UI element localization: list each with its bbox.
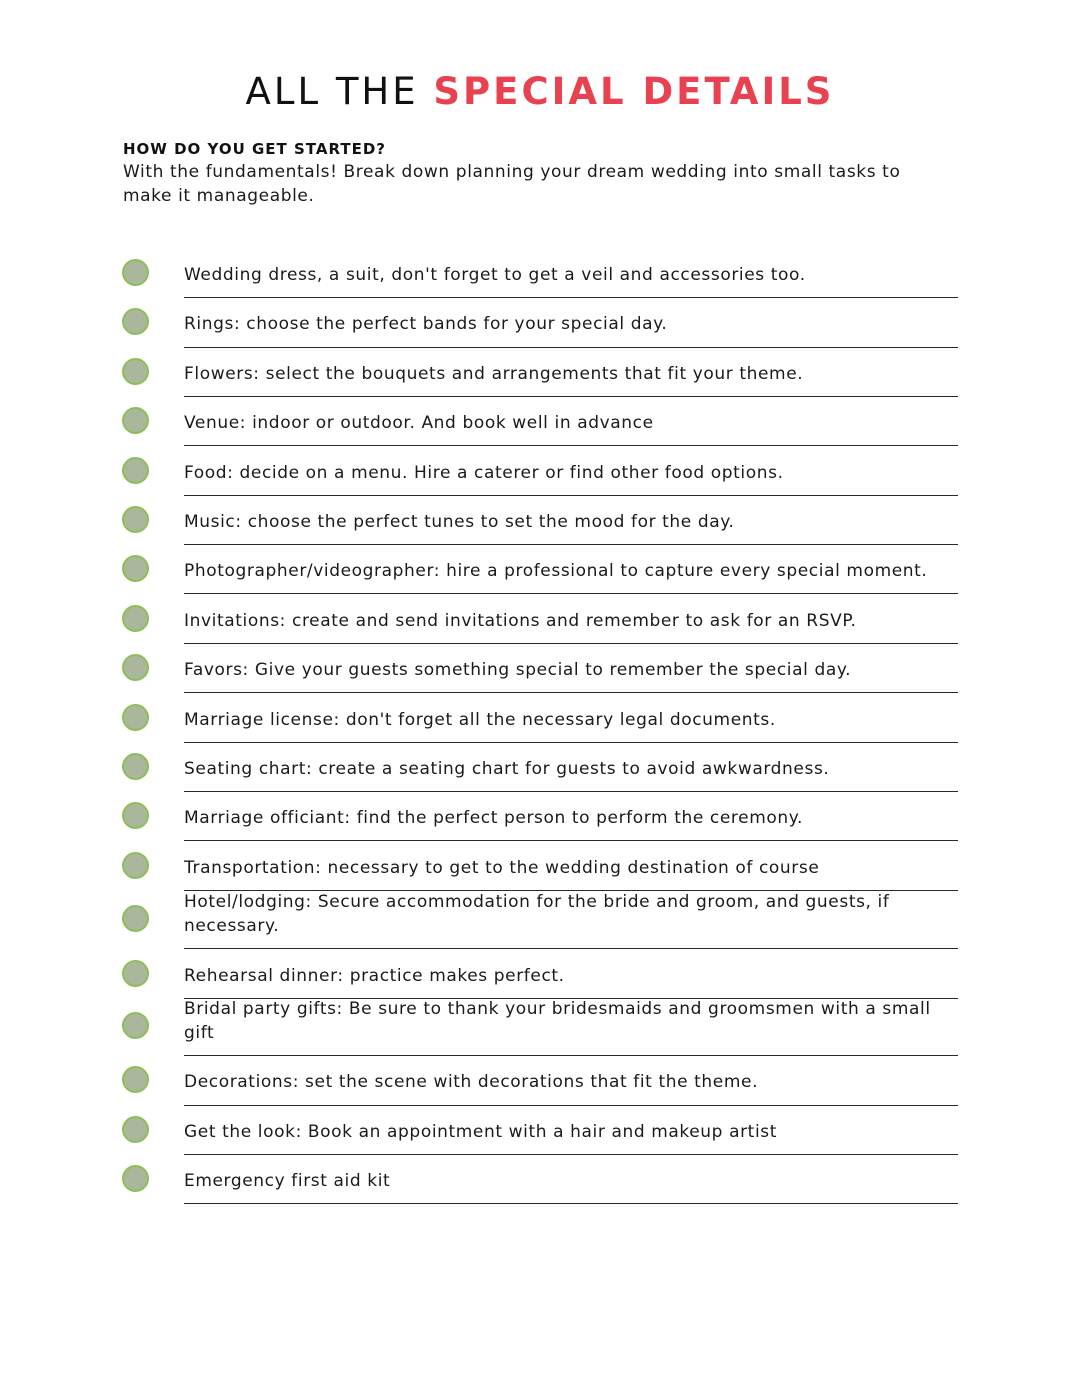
checklist-item-label: Hotel/lodging: Secure accommodation for the bride and groom, and guests, if necessary. xyxy=(184,892,890,936)
checkbox[interactable] xyxy=(122,457,149,484)
checklist-item-label: Marriage license: don't forget all the necessary legal documents. xyxy=(184,710,776,730)
checklist-item-label: Decorations: set the scene with decorations that fit the theme. xyxy=(184,1072,759,1092)
checklist-item-label: Marriage officiant: find the perfect person to perform the ceremony. xyxy=(184,808,803,828)
checkbox[interactable] xyxy=(122,308,149,335)
intro-heading: HOW DO YOU GET STARTED? xyxy=(123,140,386,158)
page-title-accent: SPECIAL DETAILS xyxy=(433,70,835,113)
checklist-item-underline xyxy=(184,445,958,446)
checkbox[interactable] xyxy=(122,1116,149,1143)
checklist-item-underline xyxy=(184,544,958,545)
checklist-item-label: Transportation: necessary to get to the wedding destination of course xyxy=(184,858,820,878)
page-title-plain: ALL THE xyxy=(245,70,419,113)
checkbox[interactable] xyxy=(122,605,149,632)
checklist-item-label: Flowers: select the bouquets and arrangements that fit your theme. xyxy=(184,364,804,384)
checklist-item-label: Rehearsal dinner: practice makes perfect. xyxy=(184,966,565,986)
checklist-item-underline xyxy=(184,593,958,594)
checkbox[interactable] xyxy=(122,555,149,582)
checklist-item-label: Bridal party gifts: Be sure to thank your bridesmaids and groomsmen with a small gift xyxy=(184,999,931,1043)
checklist-item-label: Invitations: create and send invitations and remember to ask for an RSVP. xyxy=(184,611,857,631)
checklist-item-label: Favors: Give your guests something special to remember the special day. xyxy=(184,660,852,680)
checkbox[interactable] xyxy=(122,1012,149,1039)
checklist-item-label: Music: choose the perfect tunes to set the mood for the day. xyxy=(184,512,735,532)
checklist-item-underline xyxy=(184,297,958,298)
checklist-item-underline xyxy=(184,1105,958,1106)
intro-text: With the fundamentals! Break down planning your dream wedding into small tasks to make it manageable. xyxy=(123,162,901,206)
checklist-item-underline xyxy=(184,742,958,743)
checklist-item-label: Get the look: Book an appointment with a hair and makeup artist xyxy=(184,1122,777,1142)
checkbox[interactable] xyxy=(122,407,149,434)
checklist-item-label: Venue: indoor or outdoor. And book well in advance xyxy=(184,413,654,433)
checkbox[interactable] xyxy=(122,802,149,829)
checkbox[interactable] xyxy=(122,1165,149,1192)
checklist-item-label: Photographer/videographer: hire a professional to capture every special moment. xyxy=(184,561,928,581)
checklist-item-label: Seating chart: create a seating chart for guests to avoid awkwardness. xyxy=(184,759,830,779)
checkbox[interactable] xyxy=(122,358,149,385)
checkbox[interactable] xyxy=(122,905,149,932)
checkbox[interactable] xyxy=(122,704,149,731)
checklist-item-underline xyxy=(184,347,958,348)
checklist-item-underline xyxy=(184,495,958,496)
checklist-item-underline xyxy=(184,1055,958,1056)
checkbox[interactable] xyxy=(122,960,149,987)
checklist-item-label: Food: decide on a menu. Hire a caterer or find other food options. xyxy=(184,463,784,483)
checkbox[interactable] xyxy=(122,654,149,681)
checklist-item-underline xyxy=(184,840,958,841)
checklist-item-underline xyxy=(184,1203,958,1204)
checklist-item-underline xyxy=(184,396,958,397)
checklist-item-label: Wedding dress, a suit, don't forget to get a veil and accessories too. xyxy=(184,265,806,285)
checklist-item-label: Emergency first aid kit xyxy=(184,1171,391,1191)
checklist-item-underline xyxy=(184,791,958,792)
checklist-item-underline xyxy=(184,692,958,693)
checklist-item-underline xyxy=(184,1154,958,1155)
checklist-item-underline xyxy=(184,948,958,949)
checkbox[interactable] xyxy=(122,852,149,879)
checkbox[interactable] xyxy=(122,1066,149,1093)
checkbox[interactable] xyxy=(122,506,149,533)
checklist-item-label: Rings: choose the perfect bands for your special day. xyxy=(184,314,668,334)
checklist-item-underline xyxy=(184,643,958,644)
checkbox[interactable] xyxy=(122,259,149,286)
checkbox[interactable] xyxy=(122,753,149,780)
